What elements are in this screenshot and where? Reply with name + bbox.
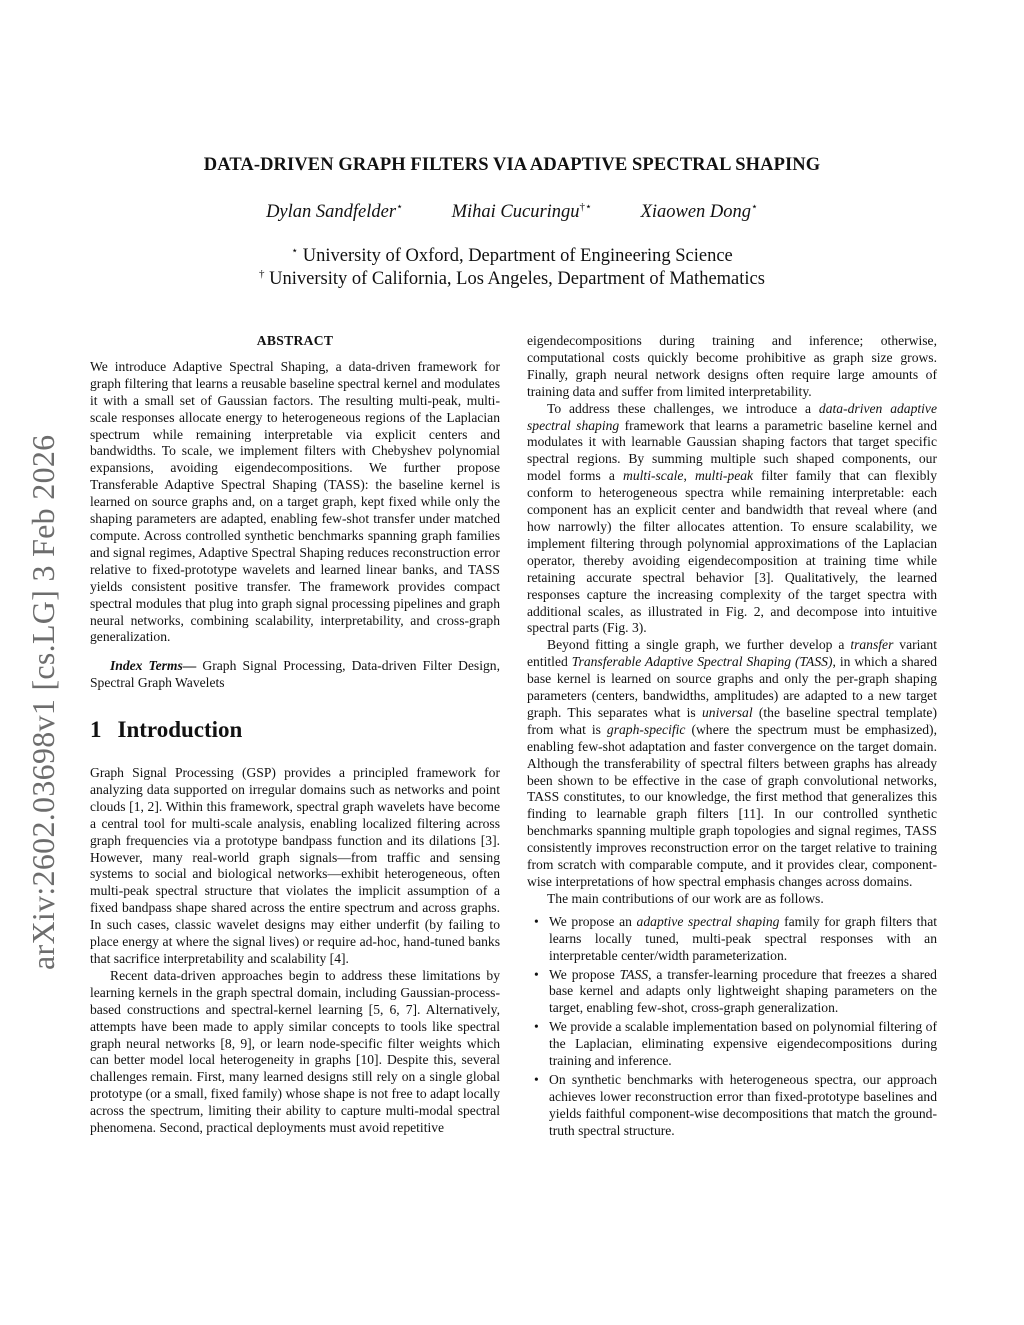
body-paragraph: Beyond fitting a single graph, we further develop a transfer variant entitled Transferable Adaptive Spectral Shaping (TASS), in which a shared base kernel is learned on source graphs and only the per-graph shaping parameters (centers, bandwidths, amplitudes) are adapted to a new target graph. This separates what is universal (the baseline spectral template) from what is graph-specific (where the spectrum must be emphasized), enabling few-shot adaptation and faster convergence on the target domain. Although the transferability of spectral filters between graphs has already been shown to be effective in the case of graph convolutional networks, TASS constitutes, to our knowledge, the first method that generalizes this finding to learnable graph filters [11]. In our controlled synthetic benchmarks spanning multiple graph topologies and signal regimes, TASS consistently improves reconstruction error on the target relative to training from scratch with comparable compute, and it provides clear, component-wise interpretations of how spectral emphasis changes across domains. (527, 637, 938, 889)
section-heading: 1 Introduction (90, 717, 243, 743)
list-item: • On synthetic benchmarks with heterogeneous spectra, our approach achieves lower reconstruction error than fixed-prototype baselines and yields faithful component-wise decompositions that match the ground-truth spectral structure. (549, 1072, 937, 1140)
intro-paragraph: Graph Signal Processing (GSP) provides a principled framework for analyzing data supported on irregular domains such as networks and point clouds [1, 2]. Within this framework, spectral graph wavelets have become a central tool for multi-scale analysis, enabling localized filtering across graph frequencies via a prototype bandpass function and its dilations [3]. However, many real-world graph signals—from traffic and sensing systems to social and biological networks—exhibit heterogeneous, often multi-peak spectral structure that violates the implicit assumption of a fixed bandpass shape shared across the entire spectrum and across graphs. In such cases, classic wavelet designs may either underfit (by failing to place energy at where the signal lives) or require ad-hoc, hand-tuned banks that sacrifice interpretability and scalability [4]. (90, 765, 500, 966)
abstract-heading: ABSTRACT (256, 333, 334, 348)
author: Xiaowen Dong⋆ (640, 201, 758, 223)
index-terms: Index Terms— Graph Signal Processing, Data-driven Filter Design, Spectral Graph Wavelets (90, 658, 500, 691)
author-list (0, 200, 1024, 223)
abstract-text: We introduce Adaptive Spectral Shaping, a data-driven framework for graph filtering that learns a reusable baseline spectral kernel and modulates it with a small set of Gaussian factors. The resulting multi-peak, multi-scale responses allocate energy to heterogeneous regions of the Laplacian spectrum while remaining interpretable via explicit centers and bandwidths. To scale, we implement filters with Chebyshev polynomial expansions, avoiding eigendecompositions. We further propose Transferable Adaptive Spectral Shaping (TASS): the baseline kernel is learned on source graphs and, on a target graph, kept fixed while only the shaping parameters are adapted, enabling few-shot transfer under matched compute. Across controlled synthetic benchmarks spanning graph families and signal regimes, Adaptive Spectral Shaping reduces reconstruction error relative to fixed-prototype wavelets and learned linear banks, and TASS yields consistent positive transfer. The framework provides compact spectral modules that plug into graph signal processing pipelines and graph neural networks, combining scalability, interpretability, and cross-graph generalization. (90, 358, 500, 645)
arxiv-identifier: arXiv:2602.03698v1 [cs.LG] 3 Feb 2026 (25, 434, 61, 970)
contributions-list (527, 914, 937, 1140)
left-column (90, 333, 500, 1137)
right-column (527, 333, 937, 1142)
list-item: • We propose TASS, a transfer-learning procedure that freezes a shared base kernel and adapts only lightweight shaping parameters on the target, enabling few-shot, cross-graph generalization. (549, 967, 937, 1018)
body-paragraph: eigendecompositions during training and inference; otherwise, computational costs quickly become prohibitive as graph size grows. Finally, graph neural network designs often require large amounts of training data and suffer from limited interpretability. (527, 333, 937, 399)
list-item: • We propose an adaptive spectral shaping family for graph filters that learns locally tuned, multi-peak spectral responses with an interpretable center/width parameterization. (549, 914, 937, 965)
affiliation: ⋆ University of Oxford, Department of Engineering Science (291, 245, 733, 267)
author: Dylan Sandfelder⋆ (266, 201, 403, 223)
intro-paragraph: Recent data-driven approaches begin to address these limitations by learning kernels in the graph spectral domain, including Gaussian-process-based constructions and spectral-kernel learning [5, 6, 7]. Alternatively, attempts have been made to apply similar concepts to tools like spectral graph neural networks [8, 9], or learn node-specific filter weights which can better model local heterogeneity in graphs [10]. Despite this, several challenges remain. First, many learned designs still rely on a single global prototype (or a small, fixed family) whose shape is not free to adapt locally across the spectrum, limiting their ability to capture multi-modal spectral phenomena. Second, practical deployments must avoid repetitive (90, 967, 500, 1136)
list-item: • We provide a scalable implementation based on polynomial filtering of the Laplacian, eliminating expensive eigendecompositions during training and inference. (549, 1019, 937, 1070)
body-paragraph: To address these challenges, we introduce a data-driven adaptive spectral shaping framework that learns a parametric baseline kernel and modulates it with learnable Gaussian shaping factors that target specific spectral regions. By summing multiple such shaped components, our model forms a multi-scale, multi-peak filter family that can flexibly conform to heterogeneous spectra while remaining interpretable: each component has an explicit center and bandwidth that reveal where (and how narrowly) the filter allocates attention. To ensure scalability, we implement filtering through polynomial approximations of the Laplacian operator, thereby avoiding eigendecomposition at training time while retaining accurate spectral behavior [3]. Qualitatively, the learned responses capture the increasing complexity of the target spectra with additional scales, as illustrated in Fig. 2, and decompose into intuitive spectral parts (Fig. 3). (527, 400, 938, 636)
body-paragraph: The main contributions of our work are as follows. (547, 890, 824, 906)
affiliation: † University of California, Los Angeles, Department of Mathematics (259, 268, 765, 290)
paper-title: DATA-DRIVEN GRAPH FILTERS VIA ADAPTIVE SPECTRAL SHAPING (203, 155, 821, 175)
author: Mihai Cucuringu†⋆ (451, 201, 592, 223)
